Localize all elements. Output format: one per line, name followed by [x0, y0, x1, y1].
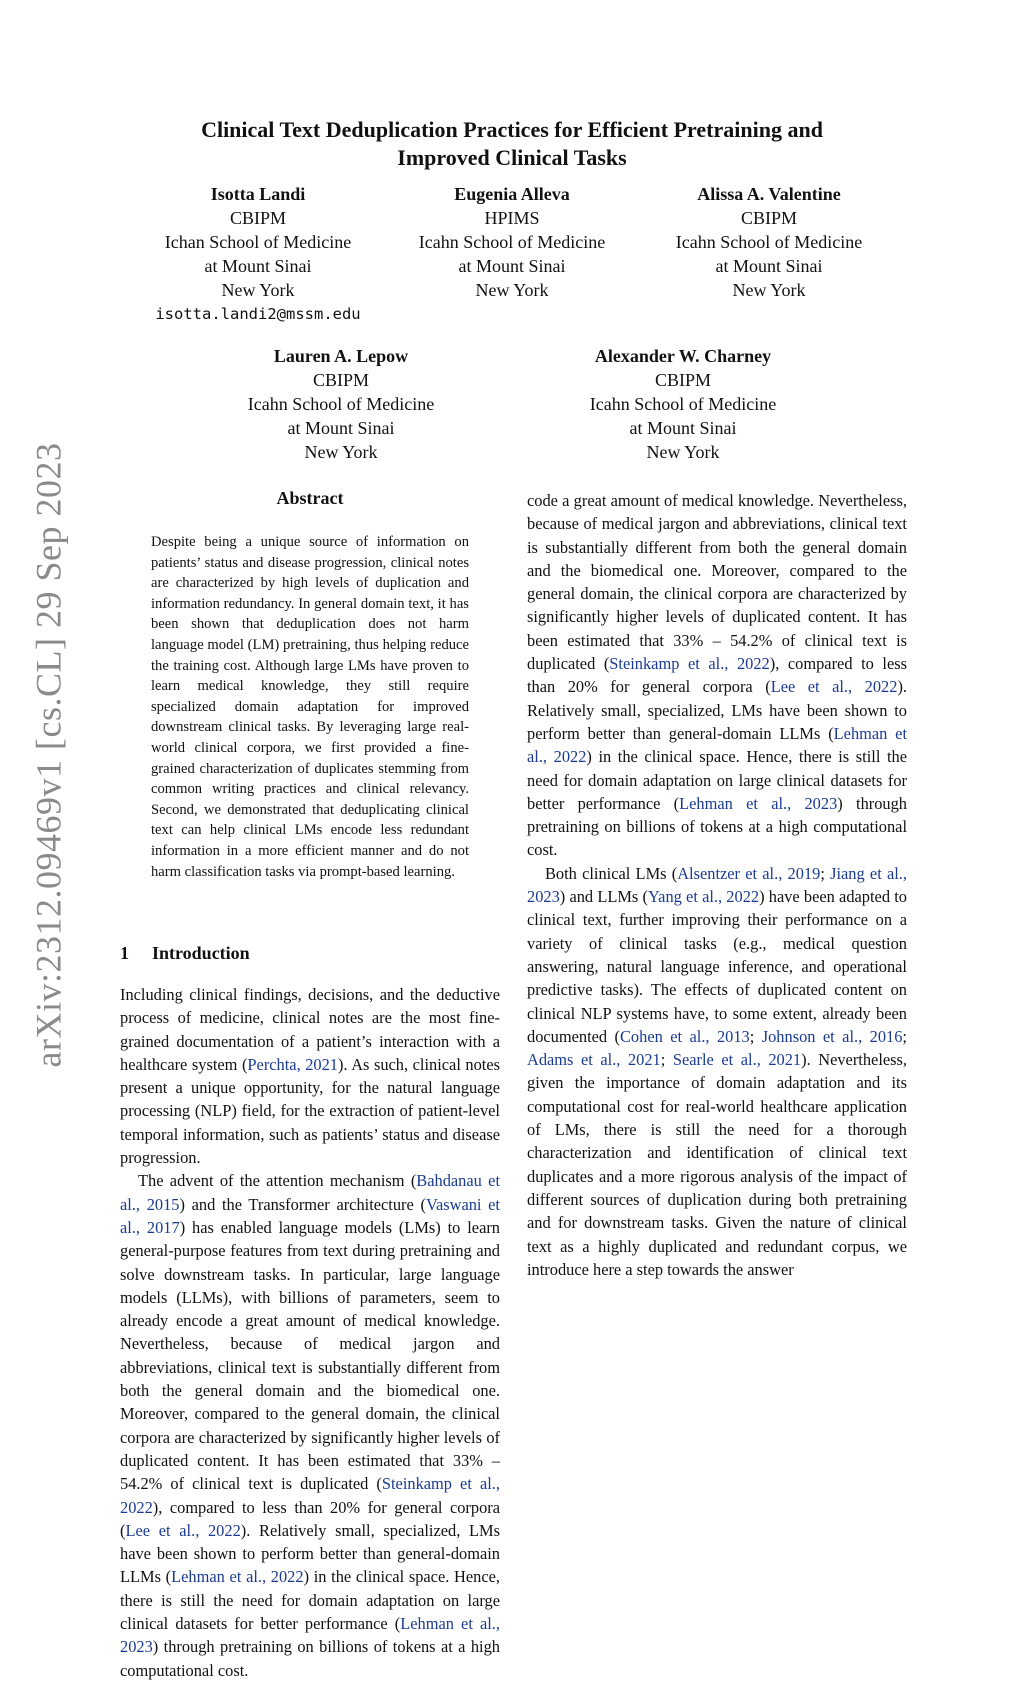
citation-link[interactable]: Adams et al., 2021: [527, 1050, 661, 1070]
author-institution: Icahn School of Medicine: [418, 232, 606, 252]
abstract-heading: Abstract: [276, 488, 344, 508]
author-block: [138, 182, 378, 326]
section-number: 1: [120, 943, 129, 963]
citation-link[interactable]: Steinkamp et al., 2022: [120, 1474, 500, 1517]
author-dept: HPIMS: [484, 208, 540, 228]
author-name: Alissa A. Valentine: [697, 184, 841, 204]
citation-link[interactable]: Perchta, 2021: [247, 1054, 338, 1074]
intro-paragraph: Both clinical LMs (Alsentzer et al., 2019; Jiang et al., 2023) and LLMs (Yang et al., 2022) have been adapted to clinical text, further improving their performance on a variety of clinical tasks (e.g., medical question answering, natural language inference, and operational predictive tasks). The effects of duplicated content on clinical NLP systems have, to some extent, already been documented (Cohen et al., 2013; Johnson et al., 2016; Adams et al., 2021; Searle et al., 2021). Nevertheless, given the importance of domain adaptation and its computational cost for real-world healthcare application of LMs, there is still the need for a thorough characterization and identification of clinical text duplicates and a more rigorous analysis of the impact of different sources of duplication during both pretraining and for downstream tasks. Given the nature of clinical text as a highly duplicated and redundant corpus, we introduce here a step towards the answer: [527, 863, 908, 1279]
intro-paragraph-continued: code a great amount of medical knowledge. Nevertheless, because of medical jargon and abbreviations, clinical text is substantially different from both the general domain and the biomedical one. Moreover, compared to the general domain, the clinical corpora are characterized by significantly higher levels of duplicated content. It has been estimated that 33% – 54.2% of clinical text is duplicated (Steinkamp et al., 2022), compared to less than 20% for general corpora (Lee et al., 2022). Relatively small, specialized, LMs have been shown to perform better than general-domain LLMs (Lehman et al., 2022) in the clinical space. Hence, there is still the need for domain adaptation on large clinical datasets for better performance (Lehman et al., 2023) through pretraining on billions of tokens at a high computational cost.: [527, 491, 907, 860]
author-name: Alexander W. Charney: [594, 346, 772, 366]
author-city: New York: [732, 280, 806, 300]
author-block: [563, 344, 803, 464]
author-institution: Ichan School of Medicine: [164, 232, 352, 252]
author-institution: Icahn School of Medicine: [589, 394, 777, 414]
author-institution: Icahn School of Medicine: [675, 232, 863, 252]
author-dept: CBIPM: [229, 208, 287, 228]
author-dept: CBIPM: [654, 370, 712, 390]
author-institution: at Mount Sinai: [287, 418, 395, 438]
author-institution: at Mount Sinai: [204, 256, 312, 276]
author-city: New York: [221, 280, 295, 300]
author-name: Isotta Landi: [210, 184, 306, 204]
author-institution: at Mount Sinai: [629, 418, 737, 438]
citation-link[interactable]: Searle et al., 2021: [672, 1050, 802, 1070]
author-dept: CBIPM: [740, 208, 798, 228]
author-institution: Icahn School of Medicine: [247, 394, 435, 414]
author-city: New York: [304, 442, 378, 462]
author-email[interactable]: isotta.landi2@mssm.edu: [155, 305, 361, 323]
citation-link[interactable]: Alsentzer et al., 2019: [677, 863, 821, 883]
author-city: New York: [646, 442, 720, 462]
section-title: Introduction: [152, 943, 250, 963]
author-city: New York: [475, 280, 549, 300]
citation-link[interactable]: Cohen et al., 2013: [620, 1026, 750, 1046]
section-heading: [120, 943, 250, 964]
author-block: [392, 182, 632, 302]
title-line-2: Improved Clinical Tasks: [397, 145, 627, 170]
author-block: [649, 182, 889, 302]
citation-link[interactable]: Lee et al., 2022: [125, 1520, 241, 1540]
paper-title: [120, 116, 904, 172]
citation-link[interactable]: Jiang et al., 2023: [527, 863, 907, 907]
author-dept: CBIPM: [312, 370, 370, 390]
left-column-text: [120, 983, 501, 1680]
title-line-1: Clinical Text Deduplication Practices for Efficient Pretraining and: [201, 117, 823, 142]
author-block: [221, 344, 461, 464]
author-institution: at Mount Sinai: [458, 256, 566, 276]
arxiv-identifier: arXiv:2312.09469v1 [cs.CL] 29 Sep 2023: [28, 442, 68, 1068]
citation-link[interactable]: Johnson et al., 2016: [761, 1026, 903, 1046]
intro-paragraph: The advent of the attention mechanism (Bahdanau et al., 2015) and the Transformer architecture (Vaswani et al., 2017) has enabled language models (LMs) to learn general-purpose features from text during pretraining and solve downstream tasks. In particular, large language models (LLMs), with billions of parameters, seem to already encode a great amount of medical knowledge. Nevertheless, because of medical jargon and abbreviations, clinical text is substantially different from both the general domain and the biomedical one. Moreover, compared to the general domain, the clinical corpora are characterized by significantly higher levels of duplicated content. It has been estimated that 33% – 54.2% of clinical text is duplicated (Steinkamp et al., 2022), compared to less than 20% for general corpora (Lee et al., 2022). Relatively small, specialized, LMs have been shown to perform better than general-domain LLMs (Lehman et al., 2022) in the clinical space. Hence, there is still the need for domain adaptation on large clinical datasets for better performance (Lehman et al., 2023) through pretraining on billions of tokens at a high computational cost.: [120, 1171, 500, 1680]
author-name: Lauren A. Lepow: [273, 346, 409, 366]
abstract-text: Despite being a unique source of information on patients’ status and disease progression, clinical notes are characterized by high levels of duplication and information redundancy. In general domain text, it has been shown that deduplication does not harm language model (LM) pretraining, thus helping reduce the training cost. Although large LMs have proven to learn medical knowledge, they still require specialized domain adaptation for improved downstream clinical tasks. By leveraging large real-world clinical corpora, we first provided a fine-grained characterization of duplicates stemming from common writing practices and clinical relevancy. Second, we demonstrated that deduplicating clinical text can help clinical LMs encode less redundant information in a more efficient manner and do not harm classification tasks via prompt-based learning.: [151, 534, 469, 880]
intro-paragraph: Including clinical findings, decisions, and the deductive process of medicine, clinical notes are the most fine-grained documentation of a patient’s interaction with a healthcare system (Perchta, 2021). As such, clinical notes present a unique opportunity, for the natural language processing (NLP) field, for the extraction of patient-level temporal information, such as patients’ status and disease progression.: [120, 985, 501, 1168]
citation-link[interactable]: Bahdanau et al., 2015: [120, 1171, 500, 1214]
citation-link[interactable]: Lehman et al., 2022: [171, 1567, 304, 1587]
author-institution: at Mount Sinai: [715, 256, 823, 276]
citation-link[interactable]: Vaswani et al., 2017: [120, 1194, 500, 1237]
author-name: Eugenia Alleva: [454, 184, 570, 204]
citation-link[interactable]: Lehman et al., 2023: [120, 1614, 500, 1657]
right-column-text: [527, 489, 907, 1344]
citation-link[interactable]: Yang et al., 2022: [647, 887, 760, 907]
